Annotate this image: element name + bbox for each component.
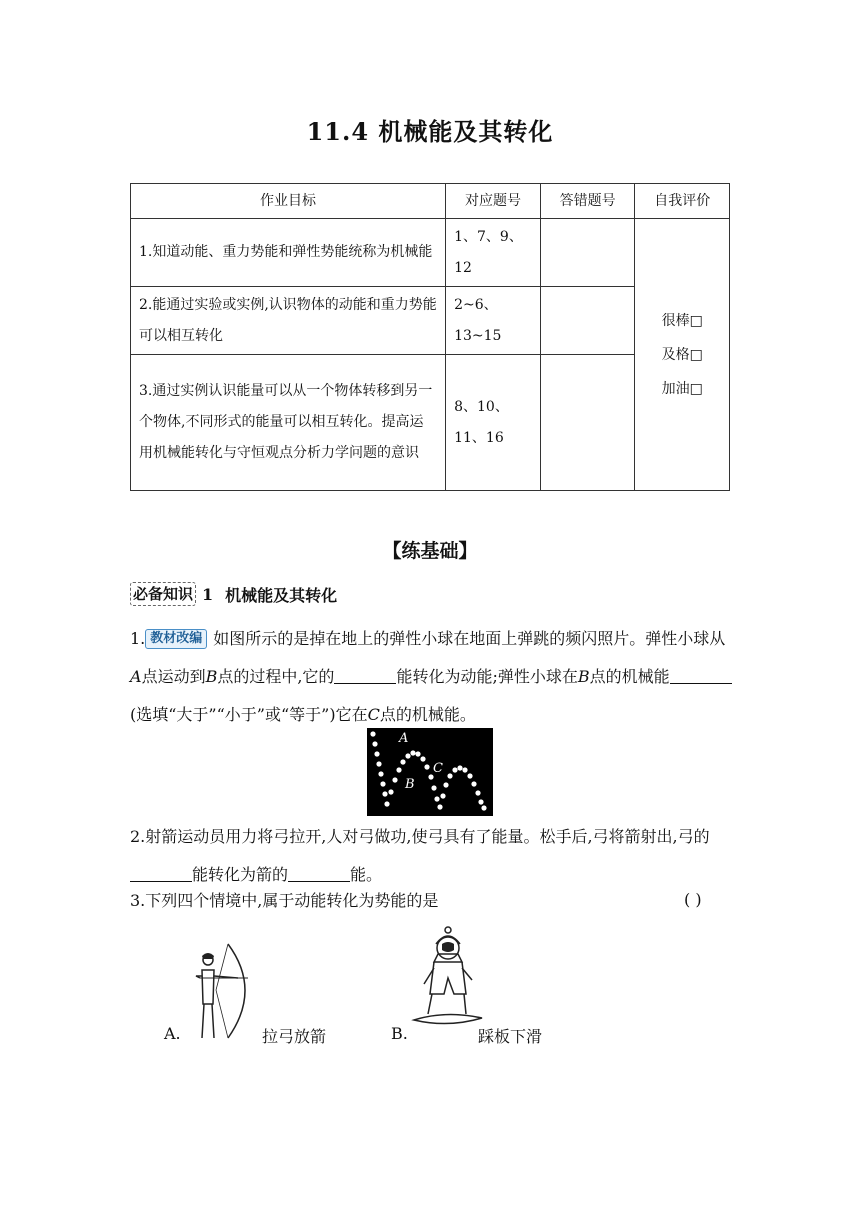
header-wrong: 答错题号 — [540, 184, 635, 219]
goals-table — [130, 183, 730, 491]
point-b-var: B — [205, 667, 218, 686]
option-a-caption: 拉弓放箭 — [262, 1027, 327, 1046]
bouncing-ball-photo — [367, 728, 493, 816]
wrong-cell — [540, 287, 635, 355]
question-text: 如图所示的是掉在地上的弹性小球在地面上弹跳的频闪照片。弹性小球从 — [213, 629, 726, 648]
archer-illustration — [180, 940, 260, 1042]
answer-blank[interactable] — [334, 667, 396, 684]
questions-cell: 2~6、13~15 — [446, 287, 541, 355]
answer-blank[interactable] — [670, 667, 732, 684]
wrong-cell — [540, 219, 635, 287]
question-text: 2.射箭运动员用力将弓拉开,人对弓做功,使弓具有了能量。松手后,弓将箭射出,弓的 — [130, 827, 710, 846]
knowledge-point-number: 1 — [202, 584, 214, 604]
question-1 — [130, 620, 732, 734]
self-evaluation-cell — [635, 219, 730, 491]
question-text: 点的过程中,它的 — [217, 667, 335, 686]
knowledge-point-tag: 必备知识 — [130, 582, 196, 606]
section-heading: 【练基础】 — [382, 540, 478, 562]
question-text: 能转化为箭的 — [192, 865, 289, 884]
option-a-letter[interactable]: A. — [164, 1024, 181, 1043]
questions-cell: 8、10、11、16 — [446, 355, 541, 491]
question-text: 点运动到 — [141, 667, 206, 686]
answer-parentheses[interactable]: ( ) — [684, 890, 702, 909]
question-text: (选填“大于”“小于”或“等于”)它在 — [130, 705, 368, 724]
question-3: 3.下列四个情境中,属于动能转化为势能的是 — [130, 891, 439, 910]
wrong-cell — [540, 355, 635, 491]
answer-blank[interactable] — [288, 865, 350, 882]
header-questions: 对应题号 — [446, 184, 541, 219]
point-b-var: B — [577, 667, 590, 686]
knowledge-point-title: 机械能及其转化 — [225, 585, 338, 605]
eval-option-work-harder: 加油□ — [661, 380, 703, 397]
table-header-row — [131, 184, 730, 219]
photo-label-a: A — [399, 731, 409, 746]
question-number: 1. — [130, 629, 146, 648]
question-text: 点的机械能。 — [379, 705, 476, 724]
answer-blank[interactable] — [130, 865, 192, 882]
eval-option-great: 很棒□ — [661, 312, 703, 329]
questions-cell: 1、7、9、12 — [446, 219, 541, 287]
table-row — [131, 219, 730, 287]
photo-label-b: B — [405, 777, 415, 792]
snowboarder-illustration — [404, 924, 488, 1034]
point-a-var: A — [130, 667, 142, 686]
strobe-dots-graphic — [367, 728, 493, 816]
header-goal: 作业目标 — [131, 184, 446, 219]
knowledge-point-heading — [130, 582, 337, 606]
eval-option-pass: 及格□ — [661, 346, 703, 363]
question-text: 点的机械能 — [589, 667, 670, 686]
question-text: 能。 — [350, 865, 383, 884]
goal-cell: 3.通过实例认识能量可以从一个物体转移到另一个物体,不同形式的能量可以相互转化。提高运用机械能转化与守恒观点分析力学问题的意识 — [131, 355, 446, 491]
goal-cell: 1.知道动能、重力势能和弹性势能统称为机械能 — [131, 219, 446, 287]
textbook-adapted-badge: 教材改编 — [145, 629, 207, 649]
option-b-caption: 踩板下滑 — [478, 1027, 543, 1046]
question-text: 能转化为动能;弹性小球在 — [396, 667, 578, 686]
goal-cell: 2.能通过实验或实例,认识物体的动能和重力势能可以相互转化 — [131, 287, 446, 355]
header-evaluation: 自我评价 — [635, 184, 730, 219]
photo-label-c: C — [433, 761, 443, 776]
option-b-letter[interactable]: B. — [391, 1024, 408, 1043]
page-title: 11.4 机械能及其转化 — [306, 117, 554, 146]
point-c-var: C — [367, 705, 380, 724]
